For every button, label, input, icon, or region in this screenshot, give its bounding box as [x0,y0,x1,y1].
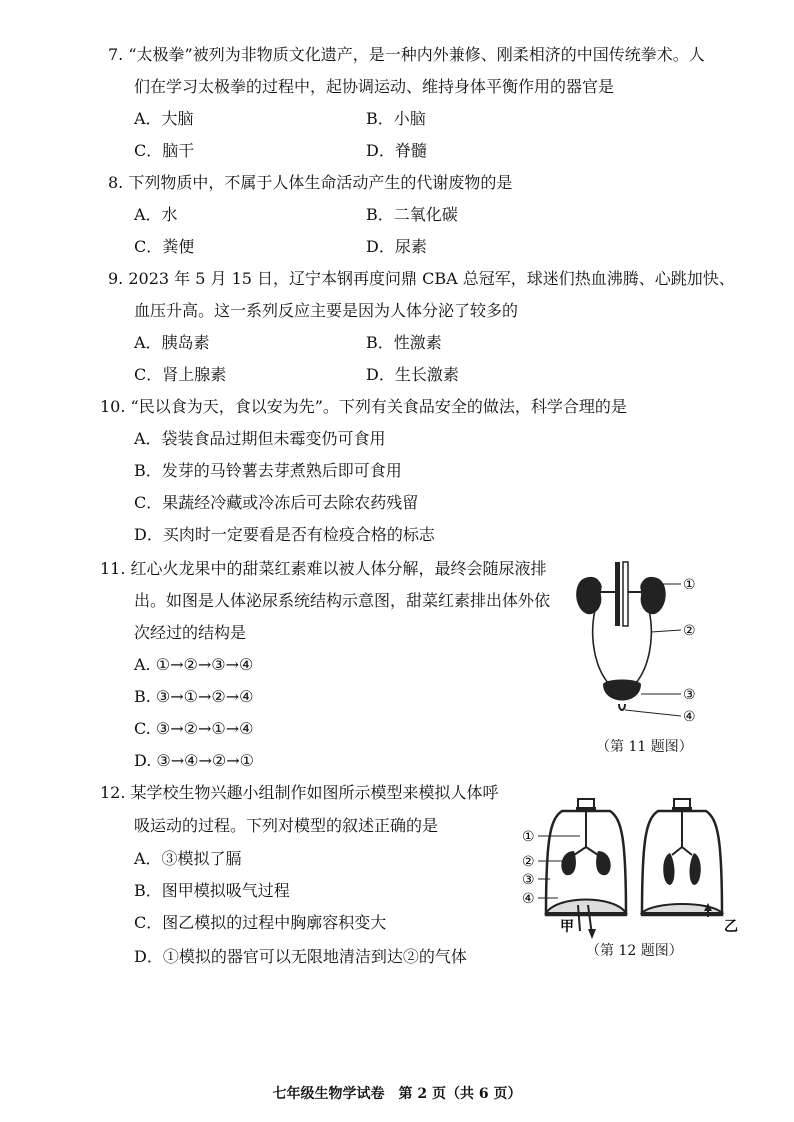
q11-option-d: D. ③→④→②→① [134,751,255,770]
jia-right-lung [596,851,611,875]
urinary-system-diagram [565,558,715,728]
q11-caption: （第 11 题图） [596,739,693,755]
q11-label-2: ② [683,623,696,639]
q11-label-1: ① [683,577,696,593]
q8-option-d: D．尿素 [366,237,427,256]
q12-option-b: B．图甲模拟吸气过程 [134,881,290,900]
q11-option-a: A. ①→②→③→④ [134,655,254,674]
urethra [619,704,625,710]
vena-cava-vessel [623,562,628,626]
q11-label-4: ④ [683,709,696,725]
q12-option-d: D．①模拟的器官可以无限地清洁到达②的气体 [134,947,467,966]
q11-stem-line3: 次经过的结构是 [134,623,247,642]
q12-label-2: ② [522,854,535,870]
q8-option-b: B．二氧化碳 [366,205,458,224]
q8-stem: 8. 下列物质中，不属于人体生命活动产生的代谢废物的是 [108,173,513,192]
q7-stem-line1: 7. “太极拳”被列为非物质文化遗产，是一种内外兼修、刚柔相济的中国传统拳术。人 [108,45,705,64]
yi-label: 乙 [724,919,738,935]
q9-stem-line2: 血压升高。这一系列反应主要是因为人体分泌了较多的 [134,301,519,320]
yi-right-lung [690,853,701,885]
q12-option-a: A．③模拟了膈 [134,849,242,868]
yi-left-lung [663,853,674,885]
q10-option-a: A．袋装食品过期但未霉变仍可食用 [134,429,386,448]
left-kidney [576,577,601,614]
q11-option-b: B. ③→①→②→④ [134,687,254,706]
q9-option-c: C．肾上腺素 [134,365,227,384]
q12-caption: （第 12 题图） [586,943,683,959]
q7-option-a: A．大脑 [134,109,194,128]
q7-stem-line2: 们在学习太极拳的过程中，起协调运动、维持身体平衡作用的器官是 [134,77,615,96]
q12-label-3: ③ [522,872,535,888]
jia-left-lung [561,851,576,875]
q9-option-d: D．生长激素 [366,365,459,384]
q11-option-c: C. ③→②→①→④ [134,719,254,738]
q11-stem-line2: 出。如图是人体泌尿系统结构示意图，甜菜红素排出体外依 [134,591,551,610]
jar-yi [642,799,722,917]
bladder [603,680,641,701]
aorta-vessel [615,562,620,626]
q10-option-d: D．买肉时一定要看是否有检疫合格的标志 [134,525,435,544]
jia-label: 甲 [560,919,574,935]
right-ureter [635,610,651,684]
page-footer: 七年级生物学试卷 第 2 页（共 6 页） [272,1086,522,1102]
jia-diaphragm [546,900,626,914]
q7-option-c: C．脑干 [134,141,195,160]
jar-jia [546,799,626,939]
q7-option-d: D．脊髓 [366,141,427,160]
q9-option-a: A．胰岛素 [134,333,210,352]
q10-option-b: B．发芽的马铃薯去芽煮熟后即可食用 [134,461,402,480]
q9-stem-line1: 9. 2023 年 5 月 15 日，辽宁本钢再度问鼎 CBA 总冠军，球迷们热血沸腾、心跳加快、 [108,269,735,288]
q10-option-c: C．果蔬经冷藏或冷冻后可去除农药残留 [134,493,419,512]
right-kidney [640,577,665,614]
q7-option-b: B．小脑 [366,109,426,128]
left-ureter [593,610,609,684]
q8-option-a: A．水 [134,205,178,224]
q12-label-1: ① [522,829,535,845]
q11-label-3: ③ [683,687,696,703]
q11-stem-line1: 11. 红心火龙果中的甜菜红素难以被人体分解，最终会随尿液排 [100,559,547,578]
q10-stem: 10. “民以食为天，食以安为先”。下列有关食品安全的做法，科学合理的是 [100,397,627,416]
q12-label-4: ④ [522,891,535,907]
breathing-model-diagram [518,795,743,940]
q12-stem-line1: 12. 某学校生物兴趣小组制作如图所示模型来模拟人体呼 [100,783,499,802]
q12-option-c: C．图乙模拟的过程中胸廓容积变大 [134,913,387,932]
q12-stem-line2: 吸运动的过程。下列对模型的叙述正确的是 [134,816,439,835]
q8-option-c: C．粪便 [134,237,195,256]
q9-option-b: B．性激素 [366,333,442,352]
